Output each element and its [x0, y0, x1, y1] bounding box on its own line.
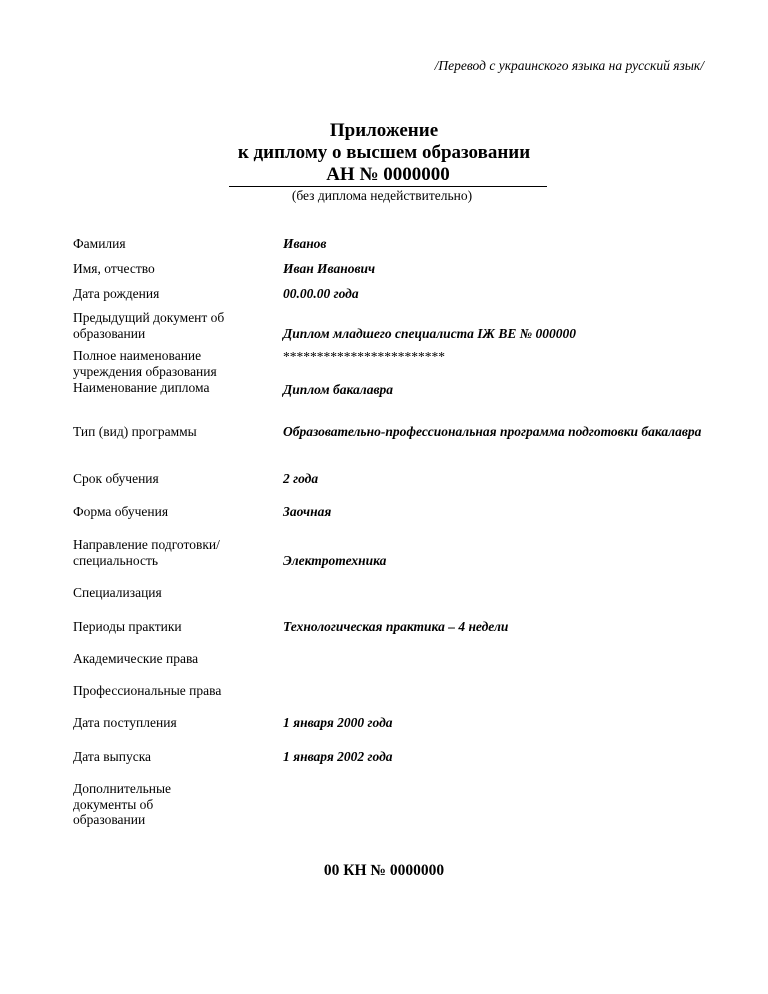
field-value: 1 января 2000 года	[283, 715, 393, 730]
translation-note: /Перевод с украинского языка на русский язык/	[434, 58, 704, 73]
field-label: Дополнительные документы об образовании	[73, 781, 172, 827]
field-label: Наименование диплома	[73, 380, 210, 395]
field-value: Образовательно-профессиональная программа подготовки бакалавра	[283, 424, 702, 439]
supplement-number: 00 КН № 0000000	[323, 862, 445, 879]
field-label: Фамилия	[73, 236, 126, 251]
field-value: Электротехника	[283, 553, 387, 568]
field-label: Предыдущий документ об образовании	[73, 310, 225, 341]
field-label: Направление подготовки/специальность	[73, 537, 220, 568]
field-label: Дата рождения	[73, 286, 160, 301]
field-label: Имя, отчество	[73, 261, 155, 276]
field-value: Иванов	[283, 236, 327, 251]
field-label: Форма обучения	[73, 504, 169, 519]
field-value: 00.00.00 года	[283, 286, 359, 301]
document-title: Приложение	[329, 120, 439, 141]
field-label: Специализация	[73, 585, 162, 600]
field-label: Академические права	[73, 651, 199, 666]
field-value: Иван Иванович	[283, 261, 376, 276]
field-label: Дата поступления	[73, 715, 177, 730]
validity-note: (без диплома недействительно)	[291, 188, 473, 203]
field-value: 1 января 2002 года	[283, 749, 393, 764]
field-value: ************************	[283, 349, 445, 364]
document-subtitle: к диплому о высшем образовании	[237, 142, 531, 163]
field-label: Дата выпуска	[73, 749, 152, 764]
field-value: Диплом младшего специалиста ІЖ ВЕ № 000000	[283, 326, 576, 341]
field-label: Полное наименование учреждения образования	[73, 348, 217, 379]
field-label: Тип (вид) программы	[73, 424, 197, 439]
field-value: Технологическая практика – 4 недели	[283, 619, 509, 634]
field-label: Периоды практики	[73, 619, 182, 634]
document-title-block	[0, 120, 768, 204]
diploma-number: АН № 0000000	[229, 164, 547, 187]
field-value: Заочная	[283, 504, 332, 519]
field-value: 2 года	[283, 471, 319, 486]
field-label: Срок обучения	[73, 471, 159, 486]
field-label: Профессиональные права	[73, 683, 222, 698]
field-value: Диплом бакалавра	[283, 382, 393, 397]
